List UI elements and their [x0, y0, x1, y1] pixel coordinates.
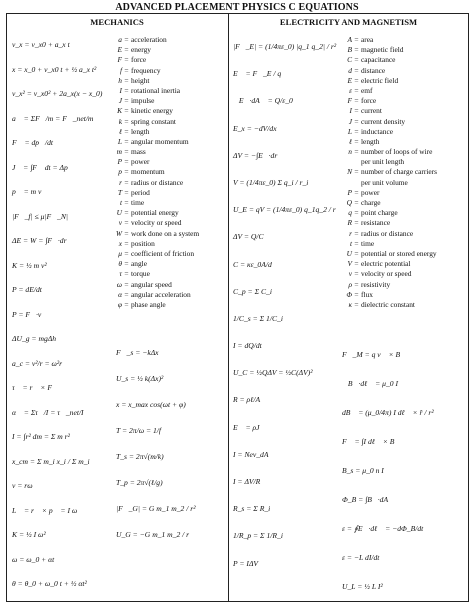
variable-symbol: U [346, 248, 352, 258]
equals-sign: = [124, 228, 129, 238]
variable-meaning: radius or distance [131, 177, 184, 187]
em-equation: dB⃗ = (μ_0/4π) I dℓ⃗ × r̂ / r² [342, 408, 434, 417]
variable-definition [112, 66, 199, 76]
variable-meaning: number of charge carriers [361, 167, 437, 177]
equals-sign: = [354, 248, 359, 258]
mechanics-equation: a_c = v²/r = ω²r [12, 358, 63, 368]
em-equation: I = ΔV/R [233, 477, 261, 486]
em-equation: ε = −L dI/dt [342, 553, 380, 562]
variable-meaning: time [131, 198, 145, 207]
mechanics-equation: K = ½ I ω² [12, 530, 46, 539]
variable-meaning: electric field [361, 75, 399, 85]
variable-meaning: area [361, 35, 374, 44]
variable-symbol: θ [118, 259, 122, 269]
variable-symbol: a [118, 35, 122, 44]
equals-sign: = [124, 75, 129, 85]
variable-symbol: V [347, 259, 352, 269]
variable-symbol: R [347, 218, 352, 228]
variable-definition [112, 280, 199, 290]
em-equation: C_p = Σ C_i [233, 286, 272, 296]
em-equation: 1/R_p = Σ 1/R_i [233, 531, 283, 541]
em-equation: F⃗_M = q v⃗ × B⃗ [342, 350, 407, 359]
equals-sign: = [354, 126, 359, 136]
equals-sign: = [354, 299, 359, 309]
variable-meaning: position [131, 238, 155, 248]
variable-definition [112, 208, 199, 218]
variable-meaning: potential energy [131, 208, 179, 218]
mechanics-equation: |F⃗_f| ≤ μ|F⃗_N| [12, 211, 68, 221]
equals-sign: = [124, 238, 129, 248]
variable-symbol: N [347, 167, 352, 177]
equals-sign: = [354, 116, 359, 126]
equals-sign: = [124, 157, 129, 167]
variable-meaning: period [131, 187, 150, 197]
variable-symbol: Φ [346, 289, 352, 299]
mechanics-equation: p⃗ = m v⃗ [12, 187, 48, 196]
em-equation: ∮B⃗·dℓ⃗ = μ_0 I [342, 379, 398, 388]
em-equation: ΔV = −∫E⃗·dr⃗ [233, 150, 284, 160]
variable-definition [342, 229, 437, 239]
variable-meaning: resistance [361, 218, 391, 228]
equals-sign: = [124, 248, 129, 258]
variable-meaning: length [361, 136, 380, 146]
equals-sign: = [124, 45, 129, 55]
equals-sign: = [124, 65, 129, 75]
equals-sign: = [354, 269, 359, 279]
equals-sign: = [354, 35, 359, 44]
variable-definition [342, 188, 437, 198]
mechanics-equation: ω = ω_0 + αt [12, 554, 55, 564]
variable-meaning: electric potential [361, 259, 411, 269]
variable-meaning: power [131, 157, 150, 167]
mechanics-equation: a⃗ = ΣF⃗/m = F⃗_net/m [12, 113, 94, 123]
variable-definition [342, 86, 437, 96]
variable-definition [112, 290, 199, 300]
mechanics-equation: F⃗_s = −kΔx⃗ [116, 348, 165, 357]
equals-sign: = [124, 259, 129, 269]
equals-sign: = [124, 187, 129, 197]
variable-definition [342, 127, 437, 137]
equals-sign: = [354, 218, 359, 228]
variable-symbol: ε [349, 85, 352, 95]
variable-symbol: T [117, 187, 122, 197]
em-equation: F⃗ = ∫I dℓ⃗ × B⃗ [342, 437, 401, 446]
variable-definition [112, 35, 199, 45]
variable-definition [112, 167, 199, 177]
em-equation: E⃗ = F⃗_E / q [233, 69, 282, 79]
variable-meaning: phase angle [131, 299, 166, 309]
mechanics-equation: x = x_max cos(ωt + φ) [116, 400, 186, 409]
variable-definition [342, 218, 437, 228]
variable-symbol: E [347, 75, 352, 85]
variable-symbol: F [117, 55, 122, 65]
variable-meaning: impulse [131, 96, 155, 106]
equals-sign: = [354, 279, 359, 289]
variable-definition [342, 290, 437, 300]
equals-sign: = [124, 167, 129, 177]
equals-sign: = [124, 55, 129, 65]
variable-definition [112, 188, 199, 198]
variable-meaning: magnetic field [361, 45, 404, 55]
mechanics-equation: τ⃗ = r⃗ × F⃗ [12, 383, 58, 392]
em-equations [233, 33, 343, 577]
equals-sign: = [354, 96, 359, 106]
variable-symbol: v [118, 218, 122, 228]
variable-symbol: m [116, 147, 122, 157]
variable-symbol: α [118, 289, 122, 299]
variable-definition [112, 55, 199, 65]
equals-sign: = [354, 228, 359, 238]
mechanics-equation: α⃗ = Στ⃗/I = τ⃗_net/I [12, 407, 84, 417]
variable-definition [112, 86, 199, 96]
variable-meaning: velocity or speed [361, 269, 412, 279]
em-equation: R_s = Σ R_i [233, 504, 271, 514]
em-equation: B_s = μ_0 n I [342, 466, 384, 475]
em-equation: C = κε_0A/d [233, 259, 272, 269]
variable-symbol: ρ [348, 279, 352, 289]
variable-meaning: force [361, 96, 377, 106]
variable-symbol: r [119, 177, 122, 187]
variable-symbol: Q [346, 198, 352, 207]
variable-definition [342, 55, 437, 65]
equals-sign: = [124, 279, 129, 289]
em-equation: V = (1/4πε_0) Σ q_i / r_i [233, 177, 309, 187]
variable-symbol: P [347, 187, 352, 197]
equals-sign: = [124, 35, 129, 44]
variable-symbol: p [118, 167, 122, 177]
em-equation: 1/C_s = Σ 1/C_i [233, 313, 283, 323]
variable-definition [112, 229, 199, 239]
em-equation: E_x = −dV/dx [233, 123, 277, 133]
equals-sign: = [354, 136, 359, 146]
variable-definition [342, 106, 437, 116]
variable-symbol: r [349, 228, 352, 238]
variable-meaning: time [361, 238, 375, 248]
variable-meaning: height [131, 75, 150, 85]
variable-definition [112, 137, 199, 147]
variable-meaning: energy [131, 45, 151, 55]
variable-meaning: radius or distance [361, 228, 414, 238]
em-equation: R = ρℓ/A [233, 395, 261, 405]
variable-symbol: t [349, 238, 352, 248]
variable-definition [112, 300, 199, 310]
variable-meaning: coefficient of friction [131, 248, 195, 258]
mechanics-equation: J⃗ = ∫F⃗ dt = Δp⃗ [12, 162, 74, 172]
variable-definition [342, 300, 437, 310]
variable-symbol: ℓ [118, 126, 122, 136]
mechanics-equation: T_s = 2π√(m/k) [116, 452, 164, 461]
variable-symbol: W [115, 228, 122, 238]
mechanics-equation: ΔU_g = mgΔh [12, 334, 56, 343]
variable-symbol: L [117, 136, 122, 146]
variable-definition [112, 45, 199, 55]
variable-definition [112, 269, 199, 279]
variable-definition [342, 269, 437, 279]
em-equation: ε = ∮E⃗·dℓ⃗ = −dΦ_B/dt [342, 524, 424, 533]
em-equation: U_E = qV = (1/4πε_0) q_1q_2 / r [233, 205, 336, 215]
equals-sign: = [124, 269, 129, 279]
variable-definition [112, 147, 199, 157]
equals-sign: = [354, 198, 359, 207]
em-equation: P = IΔV [233, 558, 259, 568]
equals-sign: = [354, 167, 359, 177]
variable-meaning-continued: per unit length [361, 157, 405, 167]
equals-sign: = [354, 238, 359, 248]
variable-definition [112, 76, 199, 86]
variable-meaning: charge [361, 198, 381, 207]
mechanics-equation: θ = θ_0 + ω_0 t + ½ αt² [12, 579, 87, 588]
variable-meaning: rotational inertia [131, 85, 181, 95]
variable-definition [342, 208, 437, 218]
variable-definition [112, 178, 199, 188]
variable-symbol: n [348, 147, 352, 157]
variable-definition [112, 117, 199, 127]
mechanics-equation: I = ∫r² dm = Σ m r² [12, 432, 70, 441]
variable-meaning: mass [131, 147, 146, 157]
variable-definition [342, 198, 437, 208]
mechanics-equation: P = dE/dt [12, 285, 42, 294]
mechanics-equation: x_cm = Σ m_i x_i / Σ m_i [12, 456, 90, 466]
equals-sign: = [354, 208, 359, 218]
variable-definition [342, 259, 437, 269]
variable-definition [342, 137, 437, 147]
equals-sign: = [354, 65, 359, 75]
variable-definition [112, 249, 199, 259]
variable-meaning: capacitance [361, 55, 396, 65]
variable-definition [112, 157, 199, 167]
variable-symbol: B [347, 45, 352, 55]
variable-definition [342, 147, 437, 157]
equals-sign: = [354, 106, 359, 116]
em-equation: |F⃗_E| = (1/4πε_0) |q_1 q_2| / r² [233, 42, 337, 51]
equals-sign: = [124, 289, 129, 299]
mechanics-equation: T_p = 2π√(ℓ/g) [116, 478, 163, 487]
equals-sign: = [124, 96, 129, 106]
variable-definition [112, 239, 199, 249]
variable-meaning-continued: per unit volume [361, 177, 408, 187]
variable-symbol: ω [116, 279, 122, 289]
mechanics-equation: U_s = ½ k(Δx)² [116, 374, 164, 383]
variable-meaning: distance [361, 65, 386, 75]
em-equation: ΔV = Q/C [233, 232, 264, 242]
variable-definition [342, 239, 437, 249]
equals-sign: = [124, 85, 129, 95]
equals-sign: = [124, 177, 129, 187]
variable-symbol: κ [348, 299, 352, 309]
equals-sign: = [124, 218, 129, 228]
variable-symbol: U [116, 208, 122, 218]
variable-definition [342, 249, 437, 259]
variable-definition [342, 76, 437, 86]
variable-meaning: kinetic energy [131, 106, 173, 116]
variable-symbol: t [119, 198, 122, 207]
em-equation: I = Nev_dA [233, 449, 269, 459]
variable-symbol: x [118, 238, 122, 248]
variable-meaning: torque [131, 269, 150, 279]
variable-meaning: flux [361, 289, 373, 299]
equals-sign: = [124, 116, 129, 126]
page-title: ADVANCED PLACEMENT PHYSICS C EQUATIONS [115, 2, 359, 13]
mechanics-equation: T = 2π/ω = 1/f [116, 426, 162, 435]
variable-symbol: d [348, 65, 352, 75]
equals-sign: = [354, 85, 359, 95]
variable-symbol: μ [118, 248, 122, 258]
variable-meaning: length [131, 126, 150, 136]
variable-meaning: acceleration [131, 35, 167, 44]
equals-sign: = [124, 126, 129, 136]
variable-definition [112, 96, 199, 106]
mechanics-equation: F⃗ = dp⃗/dt [12, 138, 53, 147]
equals-sign: = [124, 106, 129, 116]
equals-sign: = [354, 289, 359, 299]
variable-symbol: τ [119, 269, 122, 279]
variable-symbol: J [118, 96, 122, 106]
variable-meaning: emf [361, 85, 373, 95]
variable-meaning: inductance [361, 126, 394, 136]
equals-sign: = [354, 259, 359, 269]
em-equation: U_C = ½QΔV = ½C(ΔV)² [233, 368, 313, 378]
mechanics-equation: L⃗ = r⃗ × p⃗ = I ω⃗ [12, 505, 84, 515]
variable-symbol: φ [117, 299, 122, 309]
variable-symbol: I [119, 85, 122, 95]
equals-sign: = [354, 187, 359, 197]
mechanics-equation: v = rω [12, 481, 33, 490]
variable-meaning: velocity or speed [131, 218, 182, 228]
variable-definition [112, 198, 199, 208]
variable-definition [342, 280, 437, 290]
variable-meaning: work done on a system [131, 228, 200, 238]
mechanics-equations [12, 33, 116, 597]
variable-meaning: current [361, 106, 382, 116]
variable-symbol: K [117, 106, 122, 116]
variable-symbol: J [348, 116, 352, 126]
variable-meaning: number of loops of wire [361, 147, 433, 157]
equals-sign: = [124, 136, 129, 146]
variable-symbol: F [347, 96, 352, 106]
variable-symbol: P [117, 157, 122, 167]
variable-definition [342, 167, 437, 177]
variable-symbol: L [347, 126, 352, 136]
em-equation: I = dQ/dt [233, 341, 262, 351]
equals-sign: = [124, 208, 129, 218]
equals-sign: = [354, 75, 359, 85]
mechanics-equation: |F⃗_G| = G m_1 m_2 / r² [116, 504, 196, 513]
em-equations-2 [342, 340, 466, 601]
variable-symbol: I [349, 106, 352, 116]
variable-meaning: angular speed [131, 279, 172, 289]
equals-sign: = [354, 147, 359, 157]
variable-symbol: h [118, 75, 122, 85]
variable-definition [342, 45, 437, 55]
variable-meaning: point charge [361, 208, 398, 218]
variable-symbol: k [118, 116, 122, 126]
variable-meaning: angle [131, 259, 148, 269]
mechanics-equation: x = x_0 + v_x0 t + ½ a_x t² [12, 64, 97, 74]
variable-definition [342, 66, 437, 76]
variable-meaning: angular momentum [131, 136, 189, 146]
variable-meaning: momentum [131, 167, 165, 177]
mechanics-equation: K = ½ m v² [12, 260, 47, 270]
equals-sign: = [354, 55, 359, 65]
variable-symbol: E [117, 45, 122, 55]
em-equation: Φ_B = ∫B⃗·dA⃗ [342, 495, 395, 504]
variable-meaning: potential or stored energy [361, 248, 437, 258]
variable-meaning: dielectric constant [361, 299, 415, 309]
variable-symbol: A [347, 35, 352, 44]
equals-sign: = [124, 299, 129, 309]
equals-sign: = [124, 198, 129, 207]
variable-symbol: ℓ [348, 136, 352, 146]
variable-meaning: frequency [131, 65, 161, 75]
variable-symbol: q [348, 208, 352, 218]
variable-symbol: f [119, 65, 122, 75]
variable-definition [112, 218, 199, 228]
variable-meaning: spring constant [131, 116, 176, 126]
variable-meaning: angular acceleration [131, 289, 191, 299]
variable-definition [342, 35, 437, 45]
em-variables [342, 35, 437, 310]
variable-meaning: force [131, 55, 147, 65]
em-equation: ∮E⃗·dA⃗ = Q/ε_0 [233, 96, 293, 106]
variable-symbol: C [347, 55, 352, 65]
em-equation: E⃗ = ρJ⃗ [233, 422, 266, 432]
em-heading: ELECTRICITY AND MAGNETISM [279, 17, 418, 27]
mechanics-equation: v_x² = v_x0² + 2a_x(x − x_0) [12, 89, 103, 98]
em-equation: U_L = ½ L I² [342, 582, 383, 591]
variable-definition [342, 117, 437, 127]
variable-meaning: current density [361, 116, 406, 126]
mechanics-equations-2 [116, 340, 226, 548]
mechanics-equation: v_x = v_x0 + a_x t [12, 40, 70, 49]
variable-definition [112, 259, 199, 269]
variable-definition [112, 106, 199, 116]
variable-meaning: power [361, 187, 380, 197]
variable-meaning: resistivity [361, 279, 391, 289]
variable-definition [112, 127, 199, 137]
mechanics-equation: P = F⃗·v⃗ [12, 309, 48, 319]
equals-sign: = [354, 45, 359, 55]
mechanics-equation: ΔE = W = ∫F⃗·dr⃗ [12, 236, 73, 245]
variable-symbol: v [348, 269, 352, 279]
mechanics-equation: U_G = −G m_1 m_2 / r [116, 530, 190, 539]
mechanics-variables [112, 35, 199, 310]
equals-sign: = [124, 147, 129, 157]
column-divider [228, 13, 229, 602]
variable-definition [342, 96, 437, 106]
mechanics-heading: MECHANICS [90, 17, 144, 27]
